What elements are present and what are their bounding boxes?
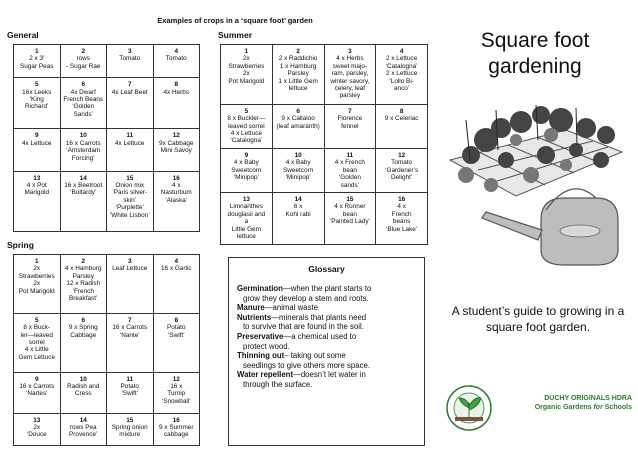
cell-crop: 4 x Hamburg Parsley 12 x Radish ‘French Breakfast’ <box>64 265 102 303</box>
cell-number: 13 <box>242 196 250 204</box>
glossary-term: Water repellent <box>237 370 294 380</box>
cell-crop: 16 x Carrots ‘Amsterdam Forcing’ <box>65 139 101 162</box>
grid-row <box>14 372 200 413</box>
brochure-subtitle: A student’s guide to growing in a square foot garden. <box>451 304 625 334</box>
cell-crop: 4x Herbs <box>163 88 190 96</box>
cell-number: 4 <box>399 48 404 55</box>
grid-row <box>14 78 200 129</box>
cell-crop: 2 x 3' Sugar Peas <box>20 55 54 70</box>
glossary-definition: —minerals that plants need <box>271 312 367 322</box>
cell-crop: 4 x Herbs sweet majo- ram, parsley, winter savory, celery, leaf parsley <box>330 55 370 100</box>
cell-crop: Leaf Lettuce <box>112 265 148 273</box>
grid-cell <box>272 148 324 192</box>
glossary-entry <box>237 313 416 332</box>
cell-crop: Limnanthes douglasii and a Little Gem lettuce <box>227 203 266 241</box>
cell-crop: 4x Lettuce <box>115 139 145 147</box>
cell-number: 16 <box>398 196 406 204</box>
cell-crop: 16x Leeks ‘King Richard’ <box>22 88 52 111</box>
grid-cell <box>14 129 61 171</box>
grid-row <box>221 148 428 192</box>
cell-crop: Onion mix ‘Paris silver- skin’ ‘Purplette’ ‘White Lisbon’ <box>109 182 150 219</box>
cell-number: 9 <box>34 132 39 140</box>
cell-number: 10 <box>79 375 87 383</box>
organisation-credit <box>486 394 632 412</box>
cell-number: 10 <box>79 132 87 140</box>
cell-crop: 9 x Summer cabbage <box>159 424 194 439</box>
section-label-spring: Spring <box>7 240 34 250</box>
grid-cell <box>153 255 200 314</box>
cell-crop: 2x ‘Douce <box>26 424 47 439</box>
grid-cell <box>60 313 107 372</box>
grid-cell <box>60 413 107 445</box>
cell-crop: Tomato <box>165 55 187 63</box>
cell-number: 14 <box>79 416 87 424</box>
grid-cell <box>153 372 200 413</box>
cell-number: 13 <box>33 416 41 424</box>
grid-cell <box>153 45 200 78</box>
cell-crop: 9 x Spring Cabbage <box>68 324 98 339</box>
grid-cell <box>14 413 61 445</box>
cell-number: 9 <box>244 151 249 159</box>
glossary-entry <box>237 351 416 370</box>
cell-crop: Potato ‘Swift’ <box>120 382 139 398</box>
glossary-definition-cont: to survive that are found in the soil. <box>243 322 364 332</box>
grid-cell <box>14 171 61 231</box>
grid-cell <box>60 129 107 171</box>
grid-cell <box>107 129 154 171</box>
grid-cell <box>60 78 107 129</box>
cell-number: 15 <box>126 416 134 424</box>
grid-cell <box>376 148 428 192</box>
cell-crop: 2 x Raddichio 1 x Hamburg Parsley 1 x Little Gem lettuce <box>278 55 318 93</box>
grid-cell <box>221 148 273 192</box>
grid-cell <box>60 45 107 78</box>
cell-number: 3 <box>127 48 132 55</box>
glossary-definition: —doesn’t let water in <box>293 370 366 380</box>
cell-crop: Florence fennel <box>337 115 363 130</box>
cell-number: 10 <box>294 151 302 159</box>
grid-cell <box>272 45 324 105</box>
glossary-term: Germination <box>237 284 283 293</box>
grid-cell <box>153 171 200 231</box>
cell-crop: 2 x Lettuce ‘Catalogna’ 2 x Lettuce ‘Lollo Bi- anco’ <box>385 55 418 93</box>
cell-crop: 4 x Baby Sweetcorn ‘Minipop’ <box>231 159 262 182</box>
glossary-definition: —when the plant starts to <box>282 284 372 293</box>
cell-crop: Tomato ‘Gardener’s Delight’ <box>385 159 419 182</box>
cell-crop: rows Pea Provence’ <box>69 424 98 439</box>
grid-cell <box>14 372 61 413</box>
glossary-definition: – taking out some <box>284 351 346 361</box>
grid-row <box>221 45 428 105</box>
cell-number: 11 <box>126 132 134 140</box>
cell-number: 3 <box>348 48 352 55</box>
cell-crop: 16 x Carrots ‘Nartes’ <box>19 382 55 398</box>
cell-number: 6 <box>81 81 86 89</box>
cell-number: 11 <box>346 151 354 159</box>
grid-row <box>14 313 200 372</box>
cell-number: 5 <box>244 107 249 115</box>
grid-cell <box>107 372 154 413</box>
grid-row <box>14 255 200 314</box>
grid-row <box>14 171 200 231</box>
grid-cell <box>107 255 154 314</box>
grid-cell <box>376 45 428 105</box>
title-line-1: Square foot <box>480 29 590 52</box>
cell-number: 12 <box>172 375 180 383</box>
cell-crop: Spring onion mixture <box>111 424 148 439</box>
grid-cell <box>221 45 273 105</box>
glossary-entries <box>237 284 416 390</box>
cell-number: 9 <box>34 375 39 383</box>
cell-crop: 4 x Pot Marigold <box>24 182 49 197</box>
grid-row <box>221 104 428 148</box>
cell-number: 7 <box>348 107 352 115</box>
grid-cell <box>324 193 376 245</box>
grid-cell <box>14 78 61 129</box>
cell-crop: 16 x Garlic <box>160 265 192 273</box>
brochure-title <box>440 28 630 80</box>
grid-cell <box>60 255 107 314</box>
cell-crop: 9x Cabbage Mini Savoy <box>159 139 194 155</box>
glossary-entry <box>237 284 416 303</box>
glossary-definition: —a chemical used to <box>283 331 357 341</box>
grid-cell <box>272 104 324 148</box>
cell-number: 15 <box>346 196 354 204</box>
grid-cell <box>153 313 200 372</box>
cell-crop: 2x Strawberries 2x Pot Marigold <box>228 55 265 85</box>
summer-grid <box>220 44 428 245</box>
cell-number: 14 <box>79 174 87 182</box>
glossary-term: Nutrients <box>237 312 272 322</box>
cell-crop: 4x Leaf Beet <box>111 88 148 96</box>
page-heading: Examples of crops in a ‘square foot’ garden <box>157 16 313 25</box>
cell-crop: 4x Lettuce <box>22 139 52 147</box>
cell-crop: 4 x Baby Sweetcorn ‘Minipop’ <box>283 159 314 182</box>
grid-cell <box>14 313 61 372</box>
cell-number: 8 <box>174 81 179 89</box>
cell-number: 2 <box>81 258 86 265</box>
cell-crop: 4 x French bean ‘Golden sands’ <box>334 159 365 189</box>
grid-cell <box>221 193 273 245</box>
cell-number: 14 <box>294 196 302 204</box>
spring-grid <box>13 254 200 446</box>
glossary-box <box>228 257 425 446</box>
section-label-general: General <box>7 30 39 40</box>
glossary-term: Thinning out <box>237 351 285 361</box>
cell-crop: 4 x Nasturtium ‘Alaska’ <box>160 182 192 204</box>
cell-number: 5 <box>34 316 39 324</box>
grid-cell <box>324 45 376 105</box>
grid-cell <box>60 171 107 231</box>
cell-crop: 9 x Callaloo (leaf amaranth) <box>276 115 320 130</box>
cell-number: 4 <box>174 48 179 55</box>
grid-cell <box>221 104 273 148</box>
general-grid <box>13 44 200 232</box>
cell-number: 1 <box>244 48 249 55</box>
grid-cell <box>14 255 61 314</box>
cell-number: 8 <box>174 316 179 324</box>
cell-number: 7 <box>127 316 132 324</box>
grid-cell <box>376 104 428 148</box>
cell-crop: 16 x Carrots ‘Nante’ <box>112 324 148 339</box>
cell-crop: 2x Strawberries 2x Pot Marigold <box>18 265 55 295</box>
cell-number: 5 <box>34 81 39 89</box>
cell-number: 16 <box>172 416 180 424</box>
glossary-definition-cont: through the surface. <box>243 379 313 389</box>
grid-cell <box>324 104 376 148</box>
cell-crop: 4 x French beans ‘Blue Lake’ <box>385 203 418 233</box>
grid-cell <box>324 148 376 192</box>
cell-number: 7 <box>127 81 132 89</box>
cell-number: 4 <box>174 258 179 265</box>
cell-number: 2 <box>296 48 300 55</box>
cell-number: 2 <box>81 48 86 55</box>
cell-crop: Potato ‘Swift’ <box>167 324 186 339</box>
grid-row <box>14 45 200 78</box>
glossary-definition-cont: seedlings to give others more space. <box>243 360 370 370</box>
grid-cell <box>153 129 200 171</box>
cell-crop: Radish and Cress <box>67 382 100 398</box>
grid-cell <box>107 171 154 231</box>
glossary-term: Preservative <box>237 331 284 341</box>
title-line-2: gardening <box>488 55 582 78</box>
cell-number: 8 <box>399 107 404 115</box>
cell-number: 1 <box>34 48 39 55</box>
cell-number: 12 <box>398 151 406 159</box>
glossary-definition-cont: grow they develop a stem and roots. <box>243 293 369 303</box>
org-line-2: Organic Gardens for Schools <box>534 404 632 411</box>
grid-row <box>14 413 200 445</box>
cell-number: 3 <box>127 258 132 265</box>
cell-crop: 4 x Runner bean ‘Painted Lady’ <box>329 203 370 226</box>
cell-number: 12 <box>172 132 180 140</box>
cell-crop: Tomato <box>119 55 141 63</box>
grid-cell <box>14 45 61 78</box>
org-line-1: DUCHY ORIGINALS HDRA <box>544 395 632 402</box>
cell-crop: 16 x Turnip ‘Snowball’ <box>161 382 191 405</box>
glossary-entry <box>237 370 416 389</box>
glossary-definition-cont: protect wood. <box>243 341 290 351</box>
cell-crop: rows - Sugar Rae <box>66 55 101 70</box>
cell-number: 6 <box>81 316 86 324</box>
cell-number: 13 <box>33 174 41 182</box>
cell-number: 15 <box>126 174 134 182</box>
glossary-title: Glossary <box>308 264 345 274</box>
section-label-summer: Summer <box>218 30 253 40</box>
cell-crop: 4x Dwarf French Beans ‘Golden Sands’ <box>63 88 104 118</box>
grid-cell <box>376 193 428 245</box>
grid-row <box>221 193 428 245</box>
grid-cell <box>153 78 200 129</box>
cell-crop: 16 x Beetroot ‘Boltardy’ <box>64 182 103 197</box>
cell-crop: 9 x Celeriac <box>384 115 419 123</box>
cell-number: 6 <box>296 107 300 115</box>
glossary-definition: —animal waste <box>264 303 319 313</box>
grid-cell <box>60 372 107 413</box>
glossary-entry <box>237 332 416 351</box>
grid-cell <box>107 78 154 129</box>
grid-row <box>14 129 200 171</box>
cell-number: 1 <box>34 258 39 265</box>
grid-cell <box>107 313 154 372</box>
cell-number: 11 <box>126 375 134 383</box>
glossary-entry <box>237 303 416 313</box>
cell-crop: 6 x Kohl rabi <box>285 203 311 218</box>
grid-cell <box>272 193 324 245</box>
grid-cell <box>107 413 154 445</box>
cell-crop: 8 x Buckler— leaved sorrel 4 x Lettuce ‘Catalogna’ <box>227 115 266 145</box>
cell-number: 16 <box>172 174 180 182</box>
grid-cell <box>107 45 154 78</box>
glossary-term: Manure <box>237 303 265 313</box>
cell-crop: 8 x Buck- ler—leaved sorrel 4 x Little Gem Lettuce <box>18 324 56 361</box>
garden-photo <box>446 100 624 268</box>
grid-cell <box>153 413 200 445</box>
